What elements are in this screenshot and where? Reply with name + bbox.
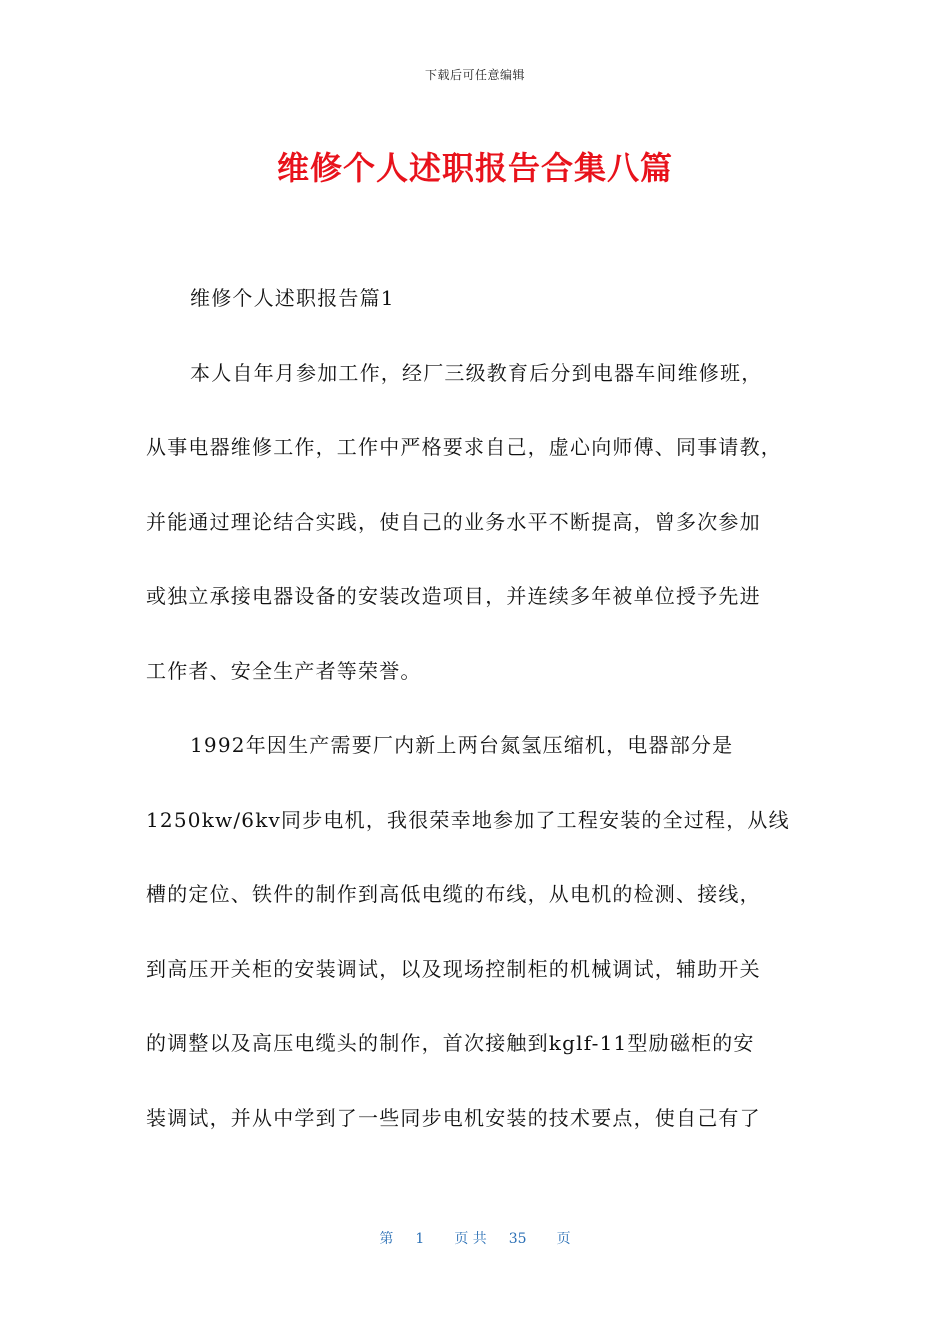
section-heading: 维修个人述职报告篇1 xyxy=(190,286,395,310)
paragraph-line: 装调试，并从中学到了一些同步电机安装的技术要点，使自己有了 xyxy=(146,1105,761,1130)
page-footer xyxy=(0,1228,950,1248)
paragraph-line: 1992年因生产需要厂内新上两台氮氢压缩机，电器部分是 xyxy=(190,733,734,757)
page-label-suffix: 页 xyxy=(556,1231,571,1247)
document-title: 维修个人述职报告合集八篇 xyxy=(276,149,673,187)
paragraph-line: 槽的定位、铁件的制作到高低电缆的布线，从电机的检测、接线， xyxy=(146,882,761,906)
paragraph-line: 本人自年月参加工作，经厂三级教育后分到电器车间维修班， xyxy=(190,360,763,385)
paragraph-line: 并能通过理论结合实践，使自己的业务水平不断提高，曾多次参加 xyxy=(146,509,761,534)
page-header-note: 下载后可任意编辑 xyxy=(424,68,525,82)
page-label-prefix: 第 xyxy=(379,1231,394,1247)
paragraph-line: 工作者、安全生产者等荣誉。 xyxy=(146,658,422,683)
page-label-mid: 页 共 xyxy=(454,1231,487,1247)
paragraph-line: 从事电器维修工作，工作中严格要求自己，虚心向师傅、同事请教， xyxy=(146,435,782,459)
page-number: 1 xyxy=(415,1231,425,1247)
paragraph-line: 或独立承接电器设备的安装改造项目，并连续多年被单位授予先进 xyxy=(146,584,761,608)
paragraph-line: 1250kw/6kv同步电机，我很荣幸地参加了工程安装的全过程，从线 xyxy=(146,807,790,832)
paragraph-line: 的调整以及高压电缆头的制作，首次接触到kglf-11型励磁柜的安 xyxy=(146,1031,755,1055)
paragraph-line: 到高压开关柜的安装调试，以及现场控制柜的机械调试，辅助开关 xyxy=(146,956,761,981)
total-pages: 35 xyxy=(508,1231,527,1247)
document-body xyxy=(146,276,816,1170)
